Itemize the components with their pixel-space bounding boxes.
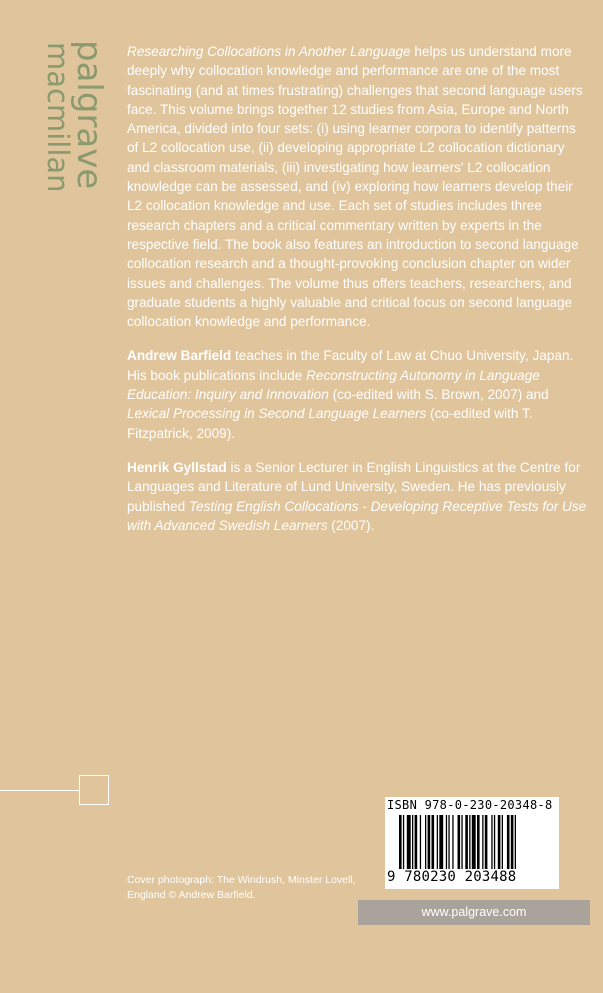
author-name: Andrew Barfield [127, 348, 232, 364]
logo-macmillan: macmillan [41, 42, 75, 193]
back-cover-text [127, 42, 589, 550]
barcode [385, 797, 559, 889]
book-title: Lexical Processing in Second Language Learners [127, 406, 427, 422]
barcode-bars-icon [399, 815, 549, 869]
publisher-url[interactable]: www.palgrave.com [358, 900, 590, 925]
bio-text: (co-edited with T. Fitzpatrick, 2009). [127, 406, 533, 441]
publisher-logo [38, 40, 110, 193]
bio-text: teaches in the Faculty of Law at Chuo University, Japan. His book publications include [127, 348, 574, 383]
author-name: Henrik Gyllstad [127, 459, 227, 475]
decorative-square [79, 775, 109, 805]
logo-palgrave: palgrave [69, 40, 109, 190]
bio-text: is a Senior Lecturer in English Linguistics at the Centre for Languages and Literature of Lund University, Sweden. He has previously published [127, 459, 581, 514]
book-title: Testing English Collocations - Developing Receptive Tests for Use with Advanced Swedish Learners [127, 498, 587, 533]
bio-text: (co-edited with S. Brown, 2007) and [328, 387, 549, 403]
author-bio-barfield [127, 346, 589, 442]
author-bio-gyllstad [127, 458, 589, 535]
book-title: Reconstructing Autonomy in Language Education: Inquiry and Innovation [127, 367, 540, 403]
decorative-line [0, 790, 79, 791]
photo-credit: Cover photograph: The Windrush, Minster Lovell, England © Andrew Barfield. [127, 874, 356, 901]
book-title: Researching Collocations in Another Language [127, 44, 411, 59]
barcode-digits: 9 780230 203488 [387, 869, 517, 885]
description-text: helps us understand more deeply why collocation knowledge and performance are one of the most fascinating (and at times frustrating) challenges that second language users face. This volume brings together 12 studies from Asia, Europe and North America, divided into four sets: (i) using learner corpora to identify patterns of L2 collocation use, (ii) developing appropriate L2 collocation dictionary and classroom materials, (iii) investigating how learners' L2 collocation knowledge can be assessed, and (iv) exploring how learners develop their L2 collocation knowledge and use. Each set of studies includes three research chapters and a critical commentary written by experts in the respective field. The book also features an introduction to second language collocation research and a thought-provoking conclusion chapter on wider issues and challenges. The volume thus offers teachers, researchers, and graduate students a highly valuable and critical focus on second language collocation knowledge and performance. [127, 44, 583, 330]
isbn-label: ISBN 978-0-230-20348-8 [387, 798, 553, 812]
bio-text: (2007). [327, 517, 375, 533]
book-description [127, 42, 589, 331]
